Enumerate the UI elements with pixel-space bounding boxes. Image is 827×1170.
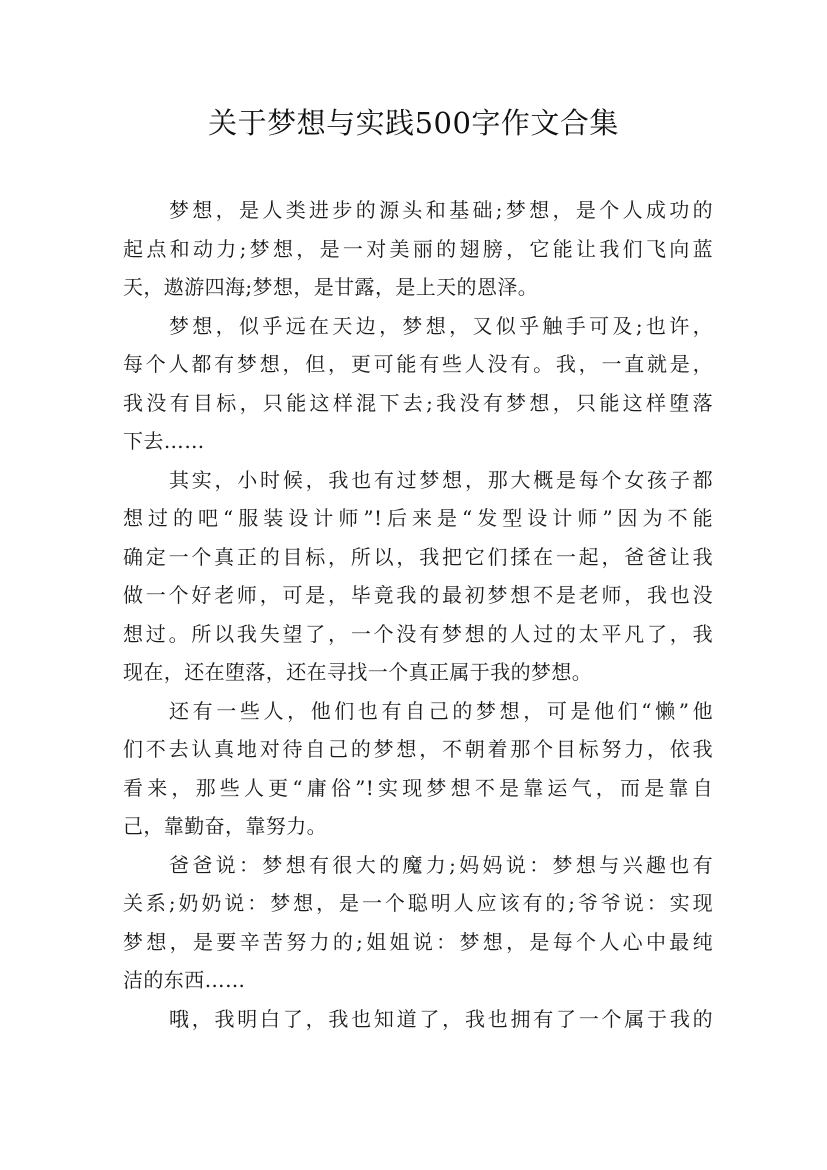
paragraph-line: 确定一个真正的目标，所以，我把它们揉在一起，爸爸让我	[123, 544, 713, 569]
paragraph	[123, 307, 713, 461]
paragraph-line: 看来，那些人更“庸俗”!实现梦想不是靠运气，而是靠自	[123, 775, 713, 800]
paragraph-line: 起点和动力;梦想，是一对美丽的翅膀，它能让我们飞向蓝	[123, 236, 713, 261]
paragraph-line: 梦想，是人类进步的源头和基础;梦想，是个人成功的	[169, 198, 713, 222]
paragraph-line: 哦，我明白了，我也知道了，我也拥有了一个属于我的	[169, 1006, 713, 1031]
document-title: 关于梦想与实践500字作文合集	[208, 106, 619, 140]
paragraph	[123, 692, 713, 846]
paragraph-line: 现在，还在堕落，还在寻找一个真正属于我的梦想。	[123, 660, 593, 684]
paragraph-line: 天，遨游四海;梦想，是甘露，是上天的恩泽。	[123, 275, 539, 299]
paragraph-line: 梦想，似乎远在天边，梦想，又似乎触手可及;也许，	[169, 313, 713, 338]
paragraph-line: 梦想，是要辛苦努力的;姐姐说：梦想，是每个人心中最纯	[123, 929, 713, 954]
paragraph-line: 关系;奶奶说：梦想，是一个聪明人应该有的;爷爷说：实现	[123, 891, 713, 915]
paragraph-line: 己，靠勤奋，靠努力。	[123, 814, 327, 838]
paragraph-line: 下去……	[123, 429, 205, 453]
paragraph	[123, 461, 713, 692]
paragraph-line: 我没有目标，只能这样混下去;我没有梦想，只能这样堕落	[123, 390, 713, 415]
paragraph	[123, 1000, 713, 1039]
paragraph-line: 还有一些人，他们也有自己的梦想，可是他们“懒”他	[169, 698, 713, 723]
paragraph-line: 洁的东西……	[123, 968, 246, 992]
document-body	[123, 191, 713, 1038]
paragraph	[123, 846, 713, 1000]
paragraph-line: 每个人都有梦想，但，更可能有些人没有。我，一直就是，	[123, 352, 713, 376]
paragraph-line: 爸爸说：梦想有很大的魔力;妈妈说：梦想与兴趣也有	[169, 852, 713, 877]
paragraph-line: 做一个好老师，可是，毕竟我的最初梦想不是老师，我也没	[123, 583, 713, 607]
paragraph	[123, 191, 713, 307]
paragraph-line: 想过的吧“服装设计师”!后来是“发型设计师”因为不能	[123, 506, 713, 530]
paragraph-line: 其实，小时候，我也有过梦想，那大概是每个女孩子都	[169, 467, 713, 492]
paragraph-line: 们不去认真地对待自己的梦想，不朝着那个目标努力，依我	[123, 737, 713, 761]
paragraph-line: 想过。所以我失望了，一个没有梦想的人过的太平凡了，我	[123, 621, 713, 646]
